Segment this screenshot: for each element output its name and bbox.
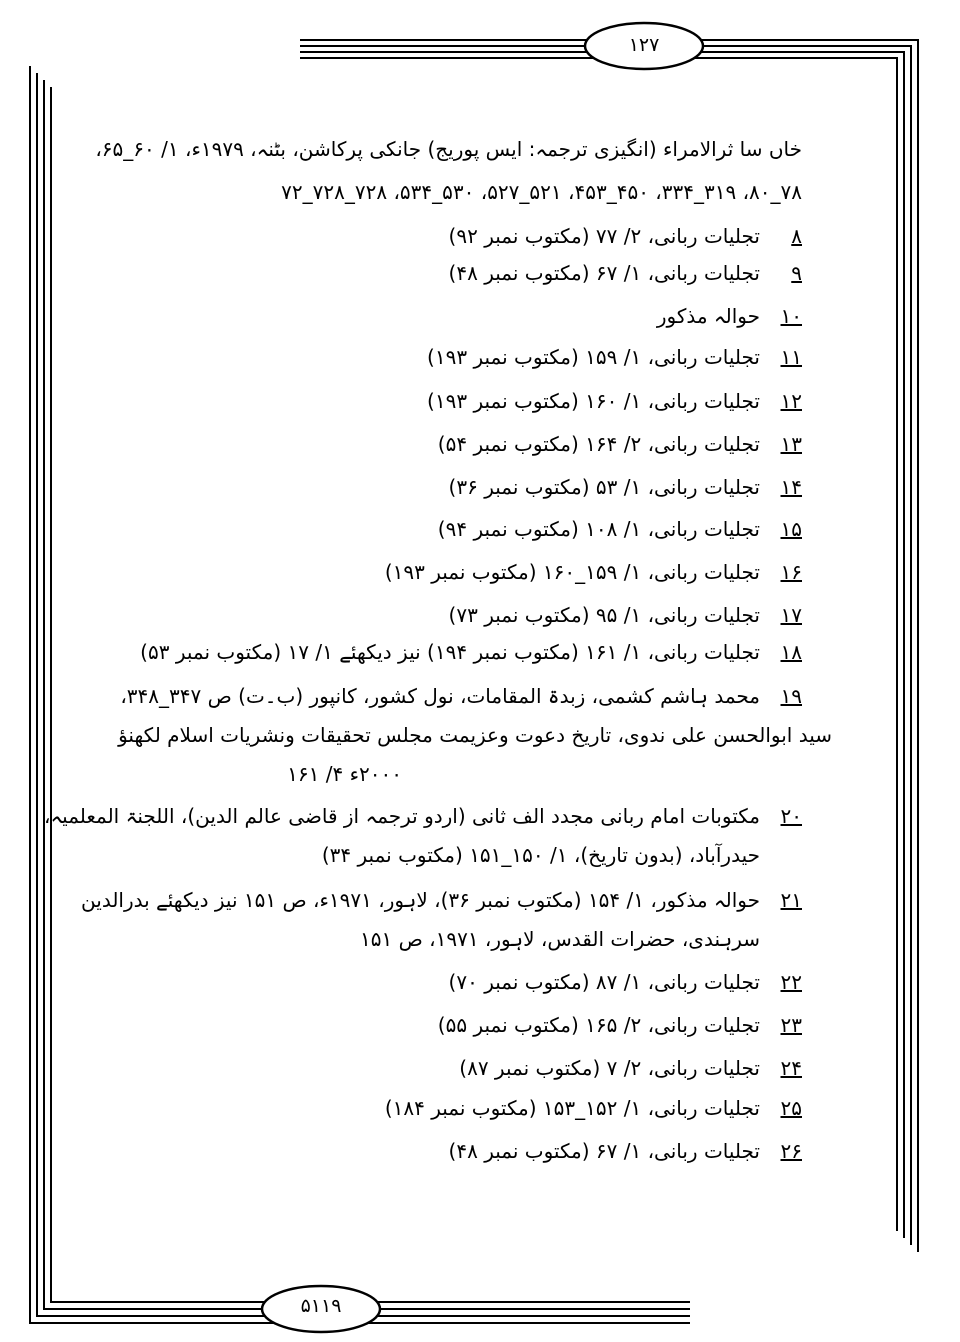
footnote-item xyxy=(438,1013,802,1038)
intro-line-1: خاں سا ثرالامراء (انگیزی ترجمہ: ایس پوریج) جانکی پرکاشن، بٹنہ، ۱۹۷۹ء، ۱/ ۶۰_۶۵، xyxy=(95,137,802,161)
footnote-number: ۲۳ xyxy=(780,1013,802,1037)
footnote-number: ۲۶ xyxy=(780,1139,802,1163)
footnote-text: تجلیات ربانی، ۱/ ۸۷ (مکتوب نمبر ۷۰) xyxy=(448,970,760,994)
footnote-item xyxy=(449,970,802,995)
footnote-number: ۱۹ xyxy=(780,684,802,708)
footnote-number: ۲۵ xyxy=(780,1096,802,1120)
footnote-number: ۱۰ xyxy=(780,304,802,328)
footnote-item xyxy=(459,1056,802,1081)
footnote-text: تجلیات ربانی، ۲/ ۱۶۵ (مکتوب نمبر ۵۵) xyxy=(437,1013,760,1037)
footnote-text: تجلیات ربانی، ۲/ ۷ (مکتوب نمبر ۸۷) xyxy=(459,1056,760,1080)
footnote-number: ۲۱ xyxy=(780,888,802,912)
footnote-text: تجلیات ربانی، ۱/ ۱۵۹ (مکتوب نمبر ۱۹۳) xyxy=(427,345,760,369)
footnote-number: ۲۴ xyxy=(780,1056,802,1080)
footnote-item xyxy=(449,603,802,628)
footnote-number: ۱۴ xyxy=(780,475,802,499)
footnote-text: مکتوبات امام ربانی مجدد الف ثانی (اردو ترجمہ از قاضی عالم الدین)، اللجنۃ المعلمیہ، xyxy=(43,804,760,828)
footnote-text: ۲۰۰۰ء ۴/ ۱۶۱ xyxy=(287,762,402,786)
footnote-text: محمد ہاشم کشمی، زبدۃ المقامات، نول کشور، کانپور (ب۔ت) ص ۳۴۷_۳۴۸، xyxy=(120,684,760,708)
footnote-number: ۱۲ xyxy=(780,389,802,413)
footnote-number: ۱۸ xyxy=(780,640,802,664)
footnote-item xyxy=(449,261,802,286)
footnote-item xyxy=(449,1139,802,1164)
footnote-text: تجلیات ربانی، ۲/ ۷۷ (مکتوب نمبر ۹۲) xyxy=(448,224,760,248)
footnote-text: تجلیات ربانی، ۱/ ۶۷ (مکتوب نمبر ۴۸) xyxy=(448,261,760,285)
footnote-number: ۱۵ xyxy=(780,517,802,541)
intro-line-2: ۷۸_۸۰، ۳۱۹_۳۳۴، ۴۵۰_۴۵۳، ۵۲۱_۵۲۷، ۵۳۰_۵۳۴، ۷۲۸_۷۲۸_۷۲ xyxy=(281,180,802,204)
footnote-item xyxy=(449,475,802,500)
footnote-item xyxy=(118,684,832,787)
footnote-number: ۲۲ xyxy=(780,970,802,994)
footnote-item xyxy=(427,345,802,370)
footnote-number: ۲۰ xyxy=(780,804,802,828)
footnote-number: ۸ xyxy=(791,224,802,248)
footnote-text: حوالہ مذکور، ۱/ ۱۵۴ (مکتوب نمبر ۳۶)، لاہور، ۱۹۷۱ء، ص ۱۵۱ نیز دیکھئے بدرالدین xyxy=(81,888,760,912)
footnote-number: ۱۳ xyxy=(780,432,802,456)
footnote-text: سرہندی، حضرات القدس، لاہور، ۱۹۷۱، ص ۱۵۱ xyxy=(360,927,760,951)
footnote-text: تجلیات ربانی، ۱/ ۵۳ (مکتوب نمبر ۳۶) xyxy=(448,475,760,499)
footnote-item xyxy=(438,517,802,542)
footnote-number: ۱۷ xyxy=(780,603,802,627)
footnote-text: تجلیات ربانی، ۱/ ۱۵۹_۱۶۰ (مکتوب نمبر ۱۹۳) xyxy=(384,560,760,584)
footnote-item xyxy=(44,804,802,868)
footnote-item xyxy=(449,224,802,249)
footnote-item xyxy=(81,888,802,952)
page-number-bottom: ۵۱۱۹ xyxy=(300,1295,342,1317)
footnote-text: حوالہ مذکور xyxy=(656,304,760,328)
footnote-text: تجلیات ربانی، ۱/ ۱۰۸ (مکتوب نمبر ۹۴) xyxy=(437,517,760,541)
footnote-item xyxy=(140,640,802,665)
footnote-item xyxy=(657,304,802,329)
footnote-item xyxy=(438,432,802,457)
page-number-top: ۱۲۷ xyxy=(628,34,660,56)
footnote-text: سید ابوالحسن علی ندوی، تاریخ دعوت وعزیمت مجلس تحقیقات ونشریات اسلام لکھنؤ xyxy=(118,723,832,747)
footnote-text: تجلیات ربانی، ۱/ ۱۶۱ (مکتوب نمبر ۱۹۴) نیز دیکھئے ۱/ ۱۷ (مکتوب نمبر ۵۳) xyxy=(140,640,760,664)
footnote-text: تجلیات ربانی، ۱/ ۱۶۰ (مکتوب نمبر ۱۹۳) xyxy=(427,389,760,413)
footnote-text: حیدرآباد، (بدون تاریخ)، ۱/ ۱۵۰_۱۵۱ (مکتوب نمبر ۳۴) xyxy=(321,843,760,867)
footnote-number: ۱۱ xyxy=(780,345,802,369)
footnote-item xyxy=(427,389,802,414)
footnote-item xyxy=(385,560,802,585)
footnote-item xyxy=(385,1096,802,1121)
footnote-text: تجلیات ربانی، ۱/ ۹۵ (مکتوب نمبر ۷۳) xyxy=(448,603,760,627)
footnote-number: ۹ xyxy=(791,261,802,285)
footnote-number: ۱۶ xyxy=(780,560,802,584)
footnote-text: تجلیات ربانی، ۲/ ۱۶۴ (مکتوب نمبر ۵۴) xyxy=(437,432,760,456)
footnote-text: تجلیات ربانی، ۱/ ۶۷ (مکتوب نمبر ۴۸) xyxy=(448,1139,760,1163)
footnote-text: تجلیات ربانی، ۱/ ۱۵۲_۱۵۳ (مکتوب نمبر ۱۸۴) xyxy=(384,1096,760,1120)
